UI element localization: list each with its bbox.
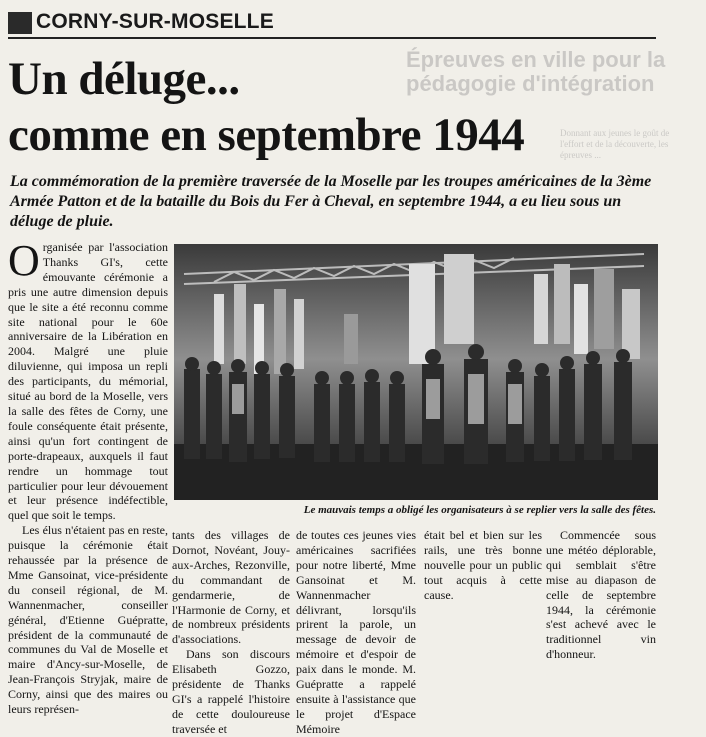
- headline-line-2: comme en septembre 1944: [8, 109, 525, 161]
- section-marker: [8, 12, 32, 34]
- article-lead: La commémoration de la première traversée de la Moselle par les troupes américaines de la 3ème Armée Patton et de la bataille du Bois du Fer à Cheval, en septembre 1944, a eu lieu sous un déluge de pluie.: [10, 173, 652, 230]
- drop-cap: O: [8, 236, 40, 285]
- ceremony-photo-illustration: [174, 244, 658, 500]
- column-2-paragraph-1: tants des villages de Dornot, Novéant, Jouy-aux-Arches, Rezonville, du commandant de gendarmerie, de l'Harmonie de Corny, et de nombreux présidents d'associations.: [172, 528, 290, 647]
- headline-line-1: Un déluge...: [8, 53, 240, 105]
- column-4-paragraph: était bel et bien sur les rails, une très bonne nouvelle pour un public tout acquis à cette cause.: [424, 528, 542, 602]
- section-title: CORNY-SUR-MOSELLE: [36, 10, 274, 33]
- header-rule: [8, 37, 656, 39]
- article-column-4: [424, 528, 542, 664]
- article-column-1: [8, 236, 168, 717]
- article-column-3: [296, 528, 416, 736]
- adjacent-article-title: Épreuves en ville pour la pédagogie d'intégration: [406, 47, 666, 96]
- article-paragraph-1: [8, 236, 168, 523]
- ceremony-photo: [174, 244, 658, 500]
- column-5-paragraph: Commencée sous une météo déplorable, qui semblait s'être mise au diapason de celle de septembre 1944, la cérémonie s'est achevé avec le traditionnel vin d'honneur.: [546, 528, 656, 662]
- column-3-paragraph: de toutes ces jeunes vies américaines sacrifiées pour notre liberté, Mme Gansoinat et M. Wannenmacher délivrant, lorsqu'ils prirent la parole, un message de devoir de mémoire et d'espoir de paix dans le monde. M. Guépratte a rappelé ensuite à l'assistance que le projet d'Espace Mémoire: [296, 528, 416, 736]
- article-paragraph-2: Les élus n'étaient pas en reste, puisque la cérémonie était rehaussée par la présence de Mme Gansoinat, vice-présidente du conseil régional, de M. Wannenmacher, conseiller général, d'Etienne Guépratte, président de la communauté de communes du Val de Moselle et maire d'Ancy-sur-Moselle, de Jean-François Stryjak, maire de Corny, ainsi que des maires ou leurs représen-: [8, 523, 168, 717]
- adjacent-article-text: Donnant aux jeunes le goût de l'effort et de la découverte, les épreuves ...: [560, 128, 670, 160]
- photo-caption: Le mauvais temps a obligé les organisateurs à se replier vers la salle des fêtes.: [303, 504, 656, 516]
- paragraph-text: rganisée par l'association Thanks GI's, cette émouvante cérémonie a pris une autre dimension depuis que le site a été reconnu comme site national pour le 60e anniversaire de la Libération en 2004. Malgré une pluie diluvienne, qui imposa un repli des participants, du mémorial, situé au bord de la Moselle, vers la salle des fêtes de Corny, une foule conséquente était présente, ainsi qu'un fort contingent de porte-drapeaux, auxquels il faut rendre un hommage tout particulier pour leur dévouement et leur présence indéfectible, quel que soit le temps.: [8, 240, 168, 523]
- article-column-2: [172, 528, 290, 736]
- column-2-paragraph-2: Dans son discours Elisabeth Gozzo, présidente de Thanks GI's a rappelé l'histoire de cette douloureuse traversée et: [172, 647, 290, 736]
- article-column-5: [546, 528, 656, 664]
